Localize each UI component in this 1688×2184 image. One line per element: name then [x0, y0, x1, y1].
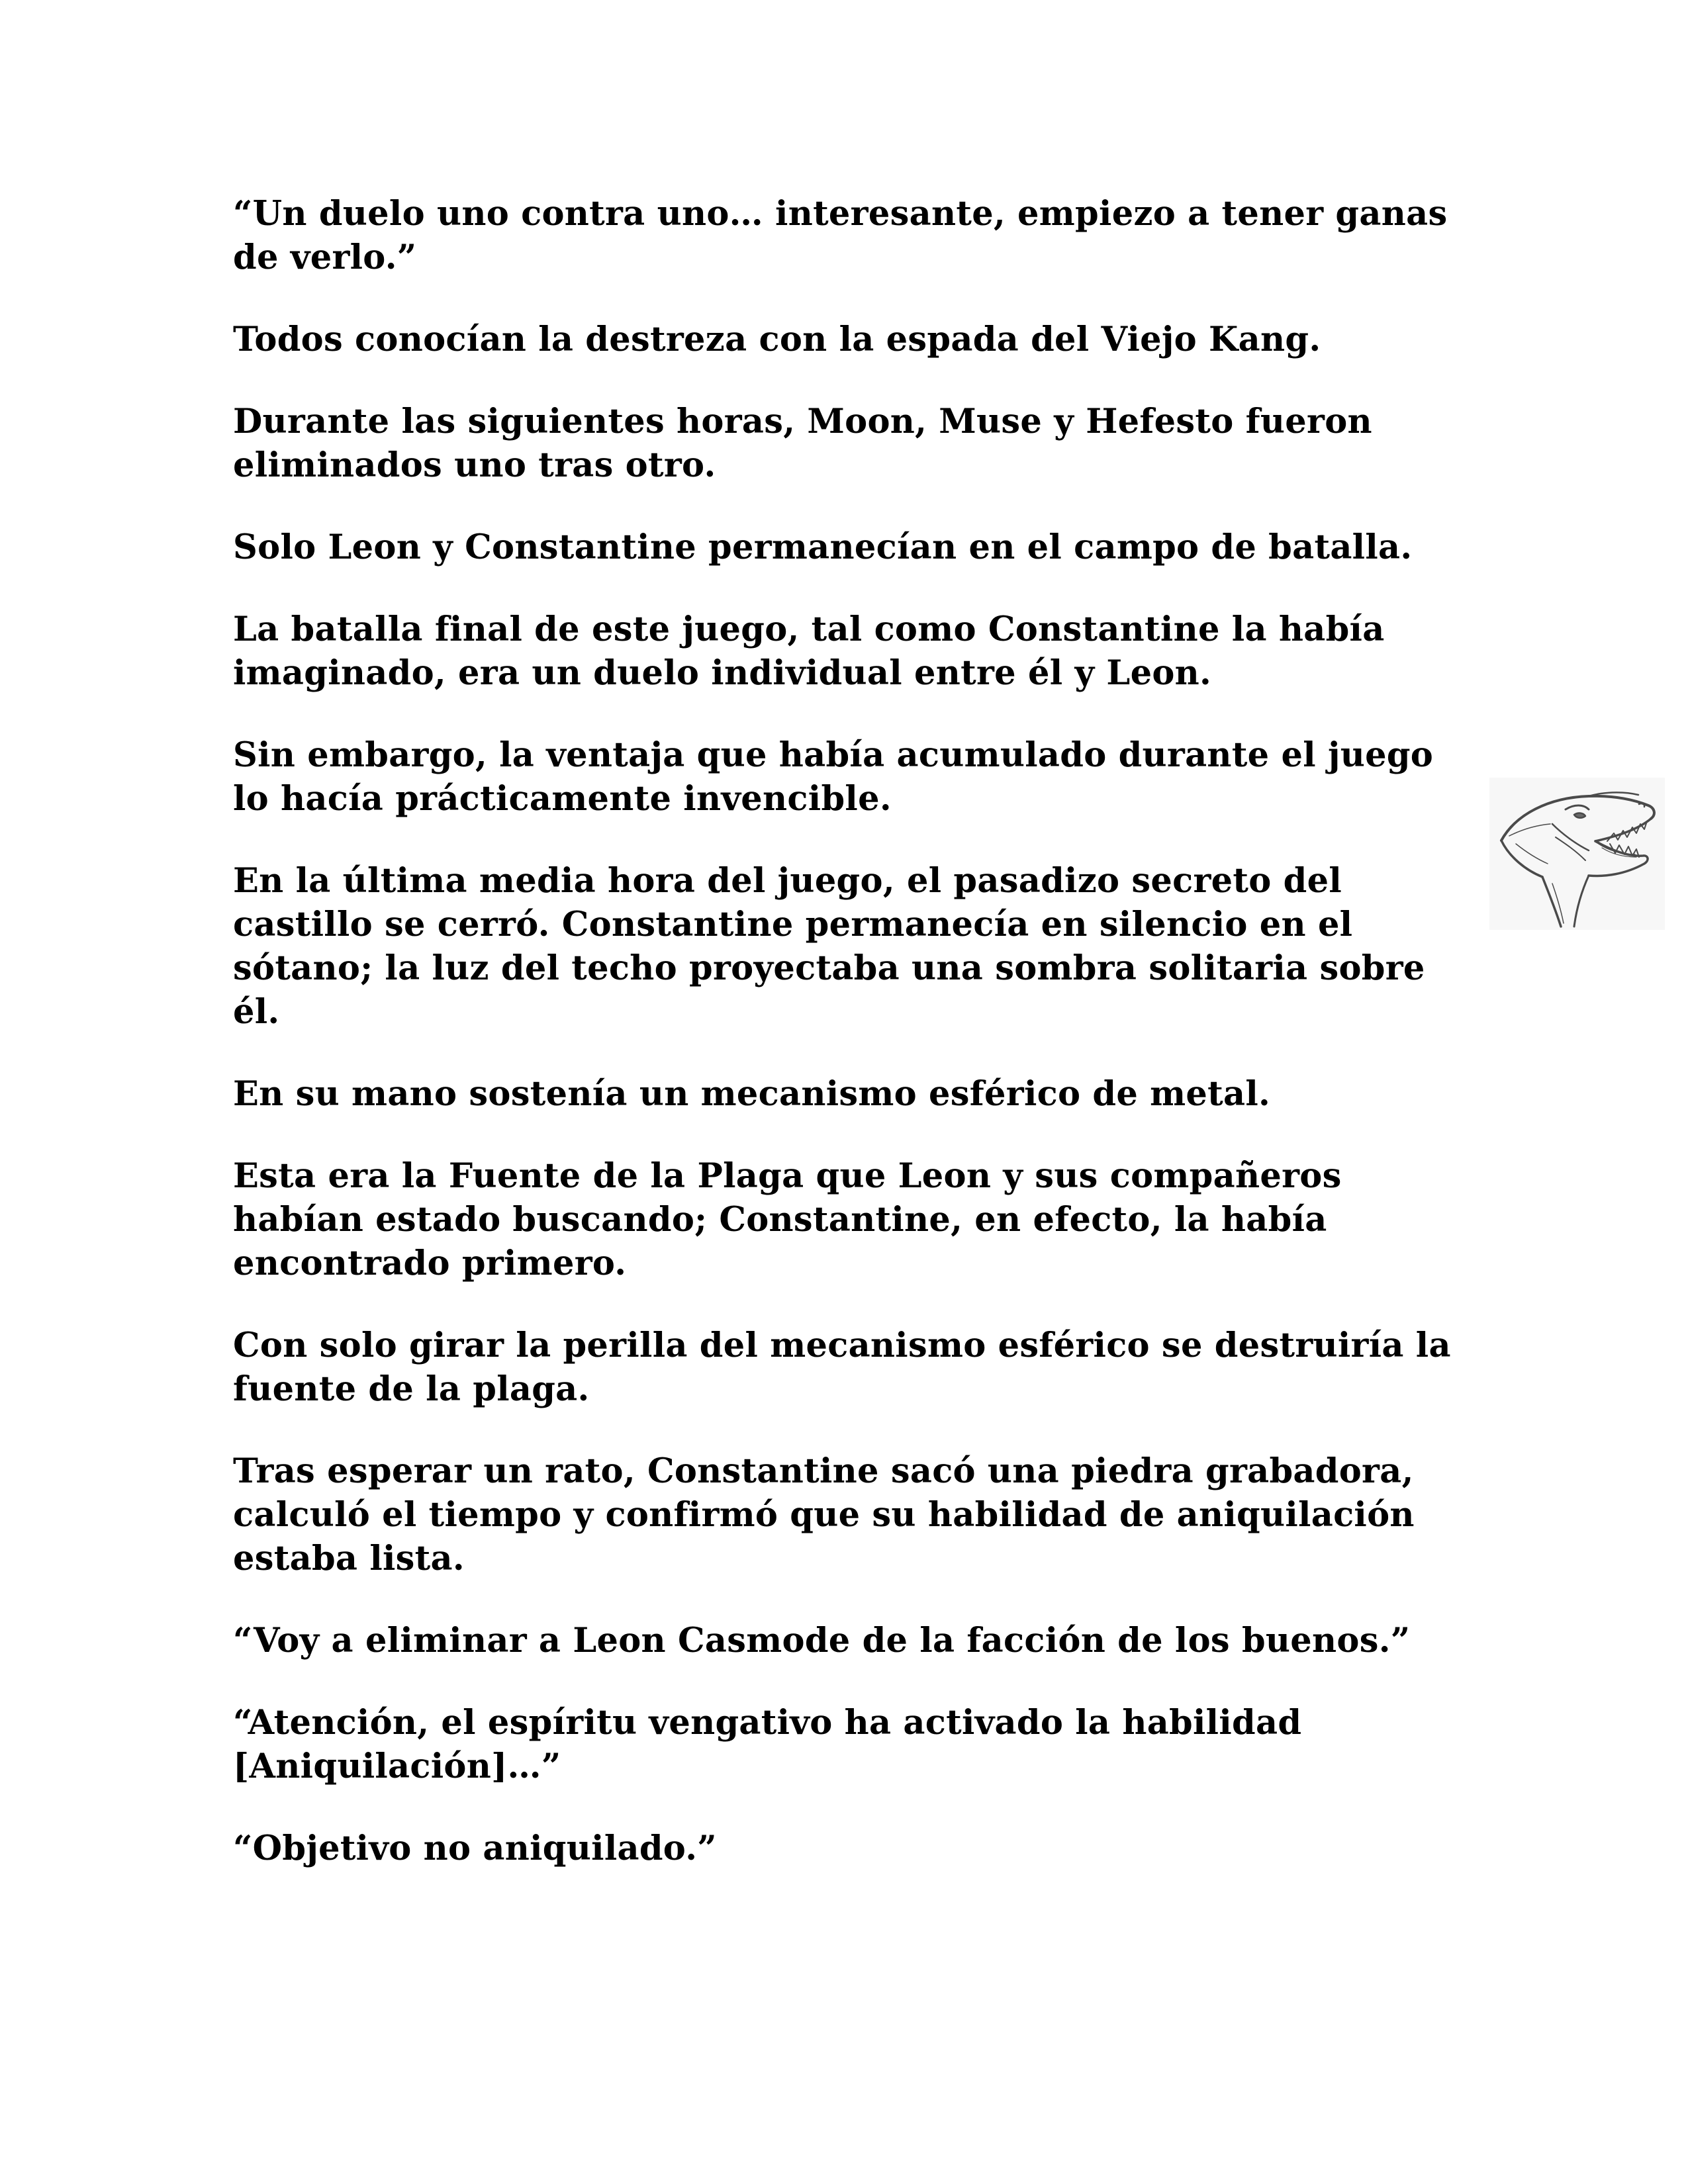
- body-text: [233, 192, 1451, 1909]
- paragraph-13: “Atención, el espíritu vengativo ha activado la habilidad [Aniquilación]…”: [233, 1703, 1302, 1786]
- paragraph-12: “Voy a eliminar a Leon Casmode de la facción de los buenos.”: [233, 1621, 1411, 1661]
- paragraph-6: Sin embargo, la ventaja que había acumulado durante el juego lo hacía prácticamente invencible.: [233, 735, 1434, 819]
- paragraph-1: “Un duelo uno contra uno… interesante, empiezo a tener ganas de verlo.”: [233, 194, 1448, 277]
- paragraph-4: Solo Leon y Constantine permanecían en el campo de batalla.: [233, 527, 1413, 567]
- dinosaur-head-sketch-icon: [1489, 778, 1665, 930]
- paragraph-2: Todos conocían la destreza con la espada del Viejo Kang.: [233, 320, 1321, 359]
- paragraph-5: La batalla final de este juego, tal como Constantine la había imaginado, era un duelo individual entre él y Leon.: [233, 610, 1385, 693]
- paragraph-8: En su mano sostenía un mecanismo esférico de metal.: [233, 1074, 1271, 1114]
- paragraph-14: “Objetivo no aniquilado.”: [233, 1829, 717, 1868]
- paragraph-10: Con solo girar la perilla del mecanismo esférico se destruiría la fuente de la plaga.: [233, 1326, 1451, 1409]
- paragraph-3: Durante las siguientes horas, Moon, Muse y Hefesto fueron eliminados uno tras otro.: [233, 402, 1372, 485]
- paragraph-7: En la última media hora del juego, el pasadizo secreto del castillo se cerró. Constantine permanecía en silencio en el sótano; la luz del techo proyectaba una sombra solitaria sobre él.: [233, 861, 1425, 1032]
- paragraph-11: Tras esperar un rato, Constantine sacó una piedra grabadora, calculó el tiempo y confirmó que su habilidad de aniquilación estaba lista.: [233, 1451, 1415, 1578]
- paragraph-9: Esta era la Fuente de la Plaga que Leon y sus compañeros habían estado buscando; Constantine, en efecto, la había encontrado primero.: [233, 1156, 1342, 1283]
